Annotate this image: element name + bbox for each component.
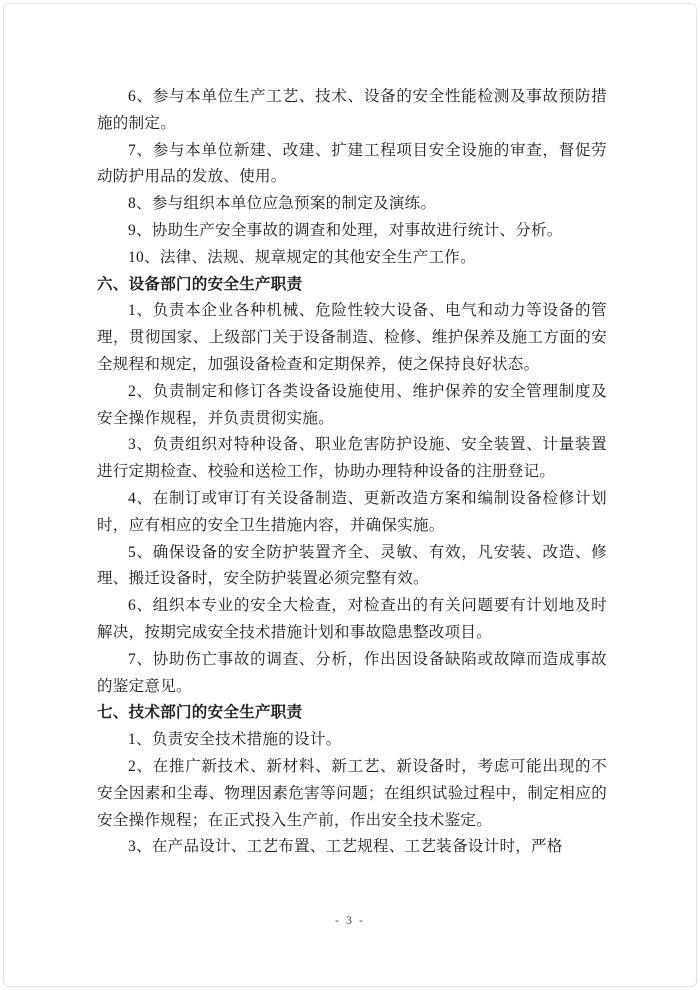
- paragraph: 3、负责组织对特种设备、职业危害防护设施、安全装置、计量装置进行定期检查、校验和送检工作，协助办理特种设备的注册登记。: [97, 436, 607, 481]
- document-body: [97, 84, 607, 861]
- paragraph: 1、负责本企业各种机械、危险性较大设备、电气和动力等设备的管理，贯彻国家、上级部门关于设备制造、检修、维护保养及施工方面的安全规程和规定，加强设备检查和定期保养，使之保持良好状态。: [97, 302, 607, 373]
- paragraph: 7、协助伤亡事故的调查、分析，作出因设备缺陷或故障而造成事故的鉴定意见。: [97, 650, 607, 695]
- paragraph: 6、组织本专业的安全大检查，对检查出的有关问题要有计划地及时解决，按期完成安全技术措施计划和事故隐患整改项目。: [97, 597, 607, 641]
- paragraph: 1、负责安全技术措施的设计。: [128, 731, 342, 749]
- paragraph: 8、参与组织本单位应急预案的制定及演练。: [128, 195, 437, 213]
- paragraph: 2、在推广新技术、新材料、新工艺、新设备时，考虑可能出现的不安全因素和尘毒、物理因素危害等问题；在组织试验过程中，制定相应的安全操作规程；在正式投入生产前，作出安全技术鉴定。: [97, 757, 607, 829]
- paragraph: 3、在产品设计、工艺布置、工艺规程、工艺装备设计时，严格: [128, 838, 563, 856]
- section-heading: 七、技术部门的安全生产职责: [97, 704, 303, 722]
- paragraph: 9、协助生产安全事故的调查和处理，对事故进行统计、分析。: [128, 221, 563, 239]
- paragraph: 10、法律、法规、规章规定的其他安全生产工作。: [128, 248, 476, 266]
- paragraph: 2、负责制定和修订各类设备设施使用、维护保养的安全管理制度及安全操作规程，并负责贯彻实施。: [97, 382, 607, 427]
- paragraph: 5、确保设备的安全防护装置齐全、灵敏、有效，凡安装、改造、修理、搬迁设备时，安全防护装置必须完整有效。: [97, 543, 607, 588]
- page-number: - 3 -: [335, 913, 365, 927]
- section-heading: 六、设备部门的安全生产职责: [97, 275, 303, 293]
- paragraph: 7、参与本单位新建、改建、扩建工程项目安全设施的审查，督促劳动防护用品的发放、使用。: [97, 141, 607, 186]
- paragraph: 6、参与本单位生产工艺、技术、设备的安全性能检测及事故预防措施的制定。: [97, 88, 607, 132]
- paragraph: 4、在制订或审订有关设备制造、更新改造方案和编制设备检修计划时，应有相应的安全卫生措施内容，并确保实施。: [97, 489, 607, 534]
